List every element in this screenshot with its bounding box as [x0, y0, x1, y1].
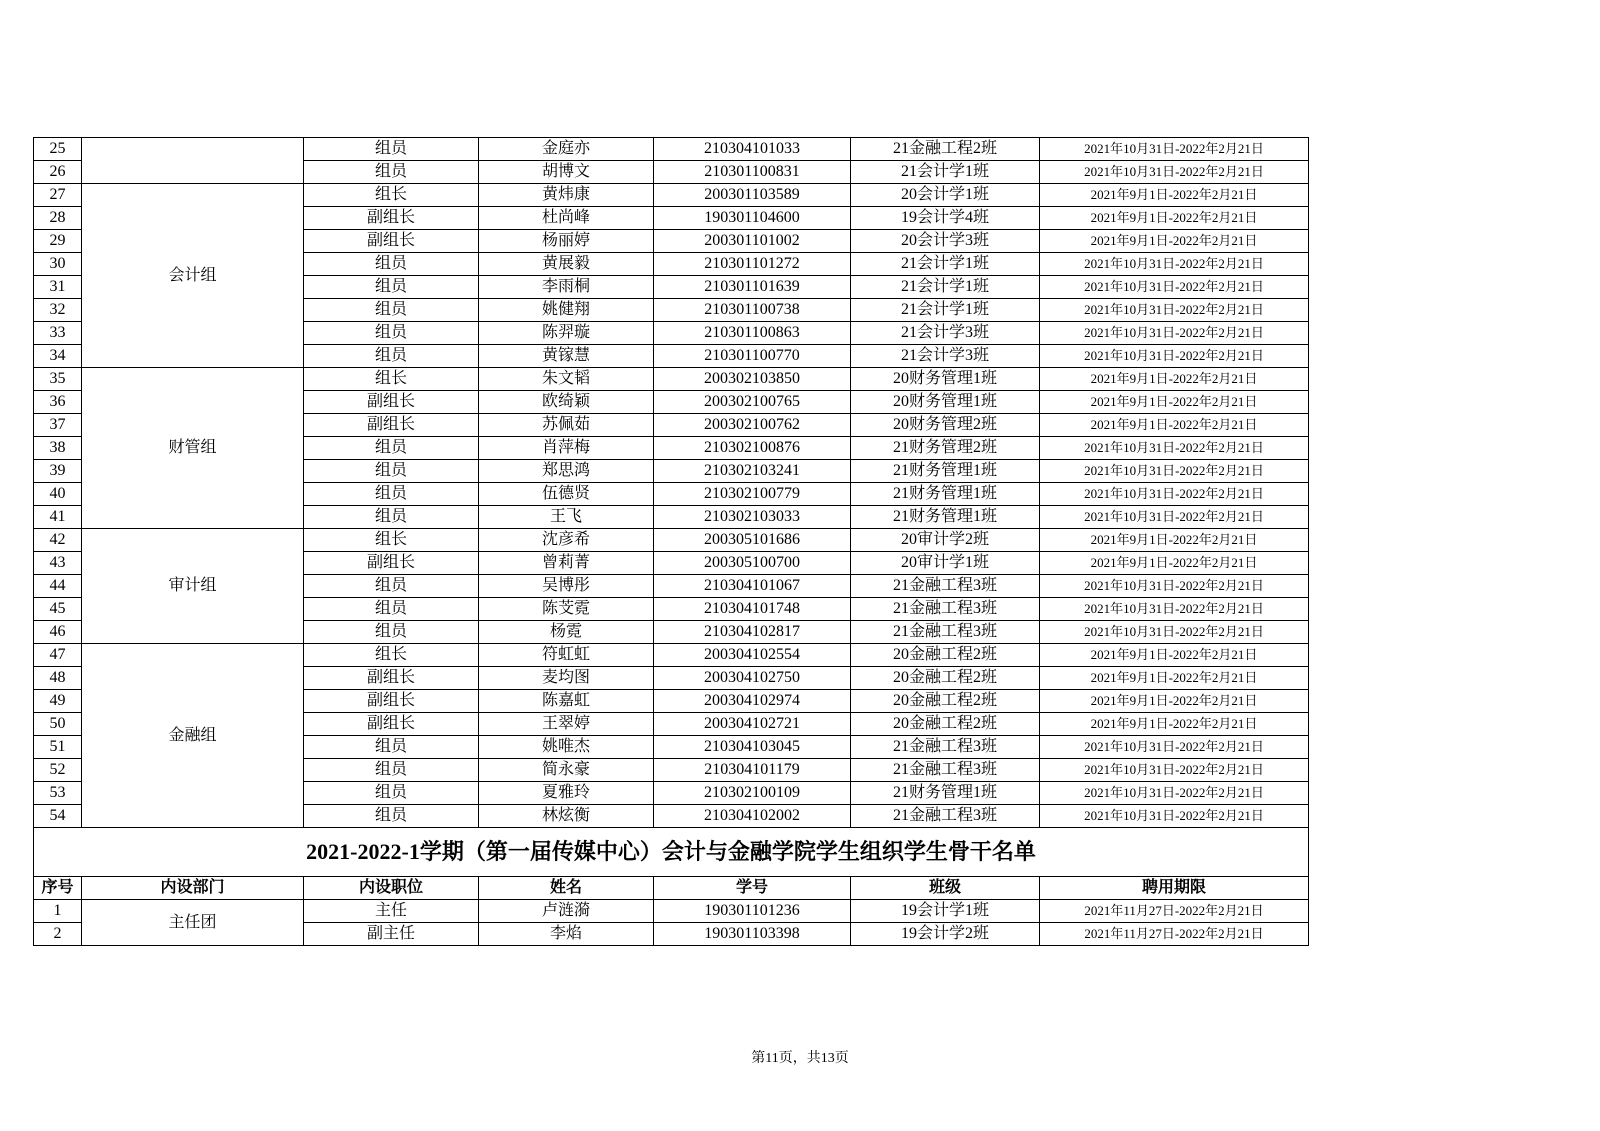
row-number: 29	[34, 230, 82, 253]
term-cell: 2021年9月1日-2022年2月21日	[1040, 713, 1309, 736]
position-cell: 组员	[304, 598, 479, 621]
class-cell: 20财务管理2班	[851, 414, 1040, 437]
name-cell: 麦均图	[479, 667, 654, 690]
row-number: 52	[34, 759, 82, 782]
row-number: 45	[34, 598, 82, 621]
name-cell: 林炫衡	[479, 805, 654, 828]
class-cell: 21财务管理1班	[851, 782, 1040, 805]
position-cell: 组员	[304, 506, 479, 529]
position-cell: 组员	[304, 322, 479, 345]
class-cell: 19会计学1班	[851, 900, 1040, 923]
name-cell: 王翠婷	[479, 713, 654, 736]
term-cell: 2021年9月1日-2022年2月21日	[1040, 552, 1309, 575]
student-id-cell: 200305101686	[654, 529, 851, 552]
student-id-cell: 200302100762	[654, 414, 851, 437]
term-cell: 2021年10月31日-2022年2月21日	[1040, 276, 1309, 299]
student-id-cell: 210304102817	[654, 621, 851, 644]
row-number: 50	[34, 713, 82, 736]
name-cell: 金庭亦	[479, 138, 654, 161]
position-cell: 组员	[304, 299, 479, 322]
page-footer: 第11页，共13页	[751, 1051, 849, 1066]
row-number: 30	[34, 253, 82, 276]
position-cell: 组员	[304, 621, 479, 644]
position-cell: 组员	[304, 345, 479, 368]
term-cell: 2021年9月1日-2022年2月21日	[1040, 529, 1309, 552]
student-id-cell: 190301104600	[654, 207, 851, 230]
column-header: 聘用期限	[1040, 877, 1309, 900]
row-number: 33	[34, 322, 82, 345]
column-header: 班级	[851, 877, 1040, 900]
row-number: 43	[34, 552, 82, 575]
name-cell: 苏佩茹	[479, 414, 654, 437]
row-number: 32	[34, 299, 82, 322]
name-cell: 李雨桐	[479, 276, 654, 299]
term-cell: 2021年10月31日-2022年2月21日	[1040, 345, 1309, 368]
row-number: 37	[34, 414, 82, 437]
term-cell: 2021年10月31日-2022年2月21日	[1040, 736, 1309, 759]
row-number: 38	[34, 437, 82, 460]
term-cell: 2021年11月27日-2022年2月21日	[1040, 923, 1309, 946]
class-cell: 20金融工程2班	[851, 690, 1040, 713]
position-cell: 组员	[304, 782, 479, 805]
class-cell: 21财务管理1班	[851, 483, 1040, 506]
class-cell: 20审计学1班	[851, 552, 1040, 575]
position-cell: 副组长	[304, 552, 479, 575]
name-cell: 陈羿璇	[479, 322, 654, 345]
class-cell: 20财务管理1班	[851, 368, 1040, 391]
position-cell: 组长	[304, 368, 479, 391]
name-cell: 杜尚峰	[479, 207, 654, 230]
department-cell: 财管组	[82, 368, 304, 529]
student-id-cell: 200304102750	[654, 667, 851, 690]
name-cell: 曾莉菁	[479, 552, 654, 575]
column-header: 内设部门	[82, 877, 304, 900]
term-cell: 2021年10月31日-2022年2月21日	[1040, 598, 1309, 621]
name-cell: 吴博彤	[479, 575, 654, 598]
name-cell: 沈彦希	[479, 529, 654, 552]
row-number: 34	[34, 345, 82, 368]
student-id-cell: 200305100700	[654, 552, 851, 575]
position-cell: 副组长	[304, 230, 479, 253]
name-cell: 杨丽婷	[479, 230, 654, 253]
student-id-cell: 210301100738	[654, 299, 851, 322]
student-id-cell: 210304103045	[654, 736, 851, 759]
row-number: 26	[34, 161, 82, 184]
class-cell: 20审计学2班	[851, 529, 1040, 552]
row-number: 31	[34, 276, 82, 299]
term-cell: 2021年9月1日-2022年2月21日	[1040, 184, 1309, 207]
position-cell: 组员	[304, 276, 479, 299]
name-cell: 姚健翔	[479, 299, 654, 322]
department-cell: 主任团	[82, 900, 304, 946]
class-cell: 20财务管理1班	[851, 391, 1040, 414]
row-number: 2	[34, 923, 82, 946]
department-cell: 审计组	[82, 529, 304, 644]
table-row	[34, 900, 1309, 923]
column-header: 学号	[654, 877, 851, 900]
column-header: 姓名	[479, 877, 654, 900]
class-cell: 20会计学3班	[851, 230, 1040, 253]
class-cell: 21金融工程3班	[851, 598, 1040, 621]
row-number: 41	[34, 506, 82, 529]
term-cell: 2021年9月1日-2022年2月21日	[1040, 667, 1309, 690]
term-cell: 2021年10月31日-2022年2月21日	[1040, 161, 1309, 184]
term-cell: 2021年10月31日-2022年2月21日	[1040, 575, 1309, 598]
term-cell: 2021年10月31日-2022年2月21日	[1040, 322, 1309, 345]
name-cell: 姚唯杰	[479, 736, 654, 759]
department-cell: 会计组	[82, 184, 304, 368]
student-id-cell: 210304101033	[654, 138, 851, 161]
term-cell: 2021年10月31日-2022年2月21日	[1040, 506, 1309, 529]
row-number: 27	[34, 184, 82, 207]
column-header: 内设职位	[304, 877, 479, 900]
name-cell: 黄炜康	[479, 184, 654, 207]
position-cell: 组员	[304, 736, 479, 759]
cadre-roster-table	[33, 137, 1309, 946]
row-number: 40	[34, 483, 82, 506]
department-cell: 金融组	[82, 644, 304, 828]
row-number: 25	[34, 138, 82, 161]
table-title: 2021-2022-1学期（第一届传媒中心）会计与金融学院学生组织学生骨干名单	[34, 828, 1309, 877]
class-cell: 19会计学2班	[851, 923, 1040, 946]
name-cell: 夏雅玲	[479, 782, 654, 805]
column-header: 序号	[34, 877, 82, 900]
term-cell: 2021年9月1日-2022年2月21日	[1040, 230, 1309, 253]
name-cell: 朱文韬	[479, 368, 654, 391]
student-id-cell: 210301101639	[654, 276, 851, 299]
class-cell: 21金融工程3班	[851, 575, 1040, 598]
student-id-cell: 210302100109	[654, 782, 851, 805]
student-id-cell: 210302100876	[654, 437, 851, 460]
name-cell: 欧绮颖	[479, 391, 654, 414]
student-id-cell: 200304102721	[654, 713, 851, 736]
position-cell: 副组长	[304, 207, 479, 230]
row-number: 39	[34, 460, 82, 483]
student-id-cell: 210302100779	[654, 483, 851, 506]
name-cell: 符虹虹	[479, 644, 654, 667]
table-row	[34, 138, 1309, 161]
term-cell: 2021年10月31日-2022年2月21日	[1040, 299, 1309, 322]
class-cell: 21金融工程3班	[851, 736, 1040, 759]
name-cell: 陈芠霓	[479, 598, 654, 621]
row-number: 51	[34, 736, 82, 759]
department-cell-empty	[82, 138, 304, 184]
position-cell: 副组长	[304, 713, 479, 736]
position-cell: 组员	[304, 575, 479, 598]
class-cell: 21金融工程3班	[851, 759, 1040, 782]
class-cell: 21财务管理2班	[851, 437, 1040, 460]
position-cell: 组员	[304, 437, 479, 460]
position-cell: 副组长	[304, 391, 479, 414]
term-cell: 2021年10月31日-2022年2月21日	[1040, 437, 1309, 460]
position-cell: 副主任	[304, 923, 479, 946]
class-cell: 21财务管理1班	[851, 506, 1040, 529]
row-number: 46	[34, 621, 82, 644]
position-cell: 组长	[304, 184, 479, 207]
position-cell: 组长	[304, 529, 479, 552]
row-number: 48	[34, 667, 82, 690]
position-cell: 组员	[304, 483, 479, 506]
term-cell: 2021年10月31日-2022年2月21日	[1040, 138, 1309, 161]
class-cell: 20会计学1班	[851, 184, 1040, 207]
student-id-cell: 210301100863	[654, 322, 851, 345]
student-id-cell: 200304102554	[654, 644, 851, 667]
row-number: 44	[34, 575, 82, 598]
position-cell: 组员	[304, 805, 479, 828]
class-cell: 21会计学1班	[851, 253, 1040, 276]
student-id-cell: 200302103850	[654, 368, 851, 391]
name-cell: 卢涟漪	[479, 900, 654, 923]
row-number: 42	[34, 529, 82, 552]
table-row	[34, 184, 1309, 207]
class-cell: 21会计学3班	[851, 345, 1040, 368]
position-cell: 副组长	[304, 690, 479, 713]
row-number: 53	[34, 782, 82, 805]
row-number: 36	[34, 391, 82, 414]
student-id-cell: 210304102002	[654, 805, 851, 828]
name-cell: 李焰	[479, 923, 654, 946]
position-cell: 主任	[304, 900, 479, 923]
term-cell: 2021年9月1日-2022年2月21日	[1040, 391, 1309, 414]
row-number: 1	[34, 900, 82, 923]
term-cell: 2021年9月1日-2022年2月21日	[1040, 414, 1309, 437]
name-cell: 杨霓	[479, 621, 654, 644]
position-cell: 组员	[304, 759, 479, 782]
name-cell: 简永豪	[479, 759, 654, 782]
name-cell: 王飞	[479, 506, 654, 529]
position-cell: 副组长	[304, 667, 479, 690]
class-cell: 21金融工程3班	[851, 805, 1040, 828]
student-id-cell: 200302100765	[654, 391, 851, 414]
term-cell: 2021年11月27日-2022年2月21日	[1040, 900, 1309, 923]
position-cell: 组员	[304, 253, 479, 276]
class-cell: 21财务管理1班	[851, 460, 1040, 483]
term-cell: 2021年10月31日-2022年2月21日	[1040, 621, 1309, 644]
name-cell: 伍德贤	[479, 483, 654, 506]
student-id-cell: 200301103589	[654, 184, 851, 207]
position-cell: 组员	[304, 460, 479, 483]
student-id-cell: 190301103398	[654, 923, 851, 946]
table-title-row	[34, 828, 1309, 877]
class-cell: 20金融工程2班	[851, 667, 1040, 690]
student-id-cell: 200304102974	[654, 690, 851, 713]
table-row	[34, 644, 1309, 667]
name-cell: 黄镓慧	[479, 345, 654, 368]
name-cell: 黄展毅	[479, 253, 654, 276]
table-header-row	[34, 877, 1309, 900]
row-number: 49	[34, 690, 82, 713]
term-cell: 2021年9月1日-2022年2月21日	[1040, 368, 1309, 391]
student-id-cell: 210301100770	[654, 345, 851, 368]
student-id-cell: 210302103241	[654, 460, 851, 483]
student-id-cell: 210304101067	[654, 575, 851, 598]
term-cell: 2021年9月1日-2022年2月21日	[1040, 207, 1309, 230]
student-id-cell: 210304101748	[654, 598, 851, 621]
term-cell: 2021年10月31日-2022年2月21日	[1040, 483, 1309, 506]
name-cell: 胡博文	[479, 161, 654, 184]
position-cell: 组员	[304, 138, 479, 161]
table-row	[34, 368, 1309, 391]
class-cell: 21会计学1班	[851, 299, 1040, 322]
term-cell: 2021年10月31日-2022年2月21日	[1040, 782, 1309, 805]
position-cell: 组长	[304, 644, 479, 667]
name-cell: 郑思鸿	[479, 460, 654, 483]
row-number: 47	[34, 644, 82, 667]
name-cell: 陈嘉虹	[479, 690, 654, 713]
term-cell: 2021年10月31日-2022年2月21日	[1040, 759, 1309, 782]
class-cell: 21会计学1班	[851, 276, 1040, 299]
class-cell: 21金融工程2班	[851, 138, 1040, 161]
student-id-cell: 210301101272	[654, 253, 851, 276]
class-cell: 19会计学4班	[851, 207, 1040, 230]
term-cell: 2021年10月31日-2022年2月21日	[1040, 460, 1309, 483]
row-number: 54	[34, 805, 82, 828]
term-cell: 2021年10月31日-2022年2月21日	[1040, 253, 1309, 276]
student-id-cell: 200301101002	[654, 230, 851, 253]
student-id-cell: 190301101236	[654, 900, 851, 923]
class-cell: 21金融工程3班	[851, 621, 1040, 644]
class-cell: 20金融工程2班	[851, 713, 1040, 736]
student-id-cell: 210302103033	[654, 506, 851, 529]
class-cell: 21会计学1班	[851, 161, 1040, 184]
position-cell: 组员	[304, 161, 479, 184]
term-cell: 2021年10月31日-2022年2月21日	[1040, 805, 1309, 828]
name-cell: 肖萍梅	[479, 437, 654, 460]
class-cell: 21会计学3班	[851, 322, 1040, 345]
student-id-cell: 210301100831	[654, 161, 851, 184]
student-id-cell: 210304101179	[654, 759, 851, 782]
table-row	[34, 529, 1309, 552]
class-cell: 20金融工程2班	[851, 644, 1040, 667]
row-number: 35	[34, 368, 82, 391]
term-cell: 2021年9月1日-2022年2月21日	[1040, 690, 1309, 713]
row-number: 28	[34, 207, 82, 230]
position-cell: 副组长	[304, 414, 479, 437]
term-cell: 2021年9月1日-2022年2月21日	[1040, 644, 1309, 667]
